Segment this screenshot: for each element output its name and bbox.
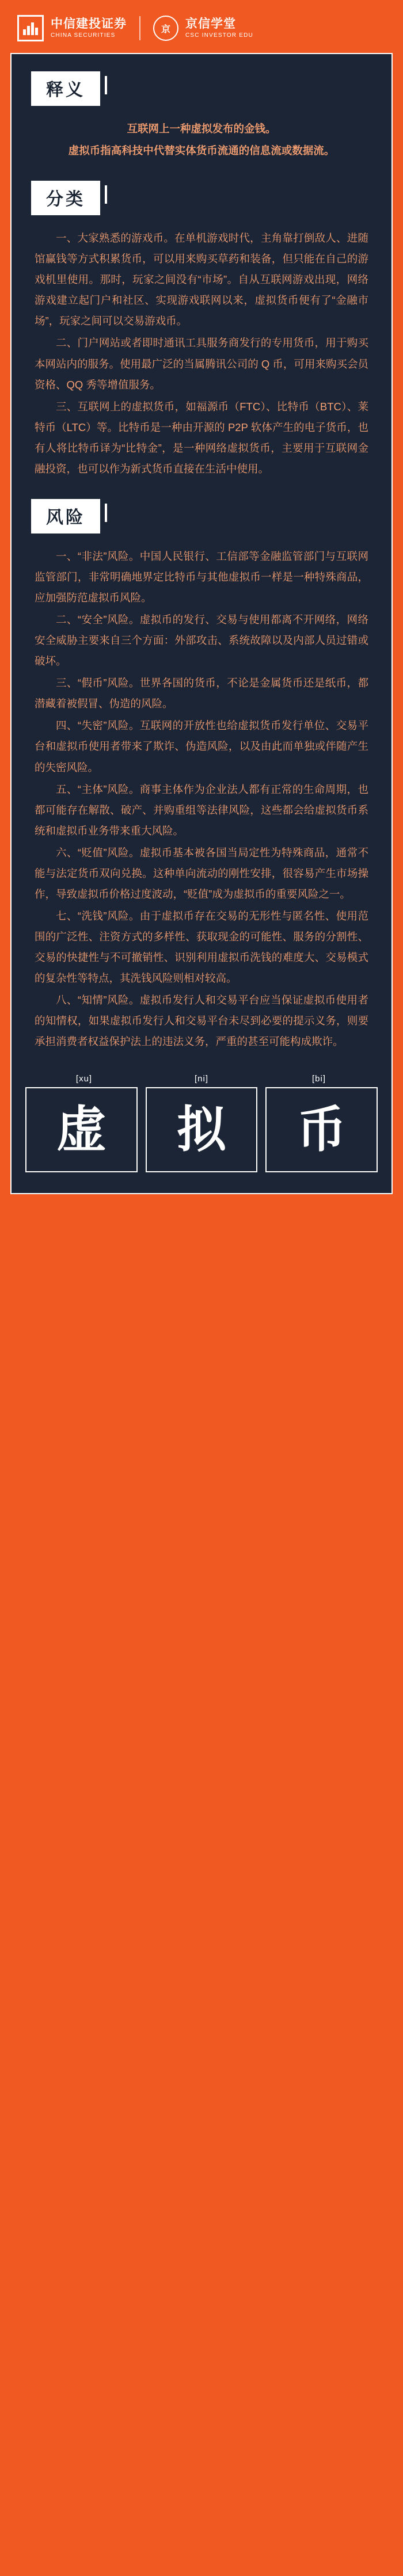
pinyin-ni: [ni] [194, 1074, 208, 1084]
paragraph: 互联网上一种虚拟发布的金钱。 [127, 123, 276, 135]
header-divider [139, 16, 140, 40]
paragraph: 五、“主体”风险。商事主体作为企业法人都有正常的生命周期，也都可能存在解散、破产、并购重组等法律风险，这些都会给虚拟货币系统和虚拟币业务带来重大风险。 [35, 783, 368, 837]
paragraph: 三、“假币”风险。世界各国的货币，不论是金属货币还是纸币，都潜藏着被假冒、伪造的风险。 [35, 677, 368, 710]
section-body-classification [12, 228, 391, 479]
section-title-definition: 释义 [31, 71, 100, 106]
brand2-name-en: CSC INVESTOR EDU [185, 32, 253, 39]
brand-china-securities [17, 15, 127, 41]
brand2-name-cn: 京信学堂 [185, 17, 236, 31]
page-header [0, 0, 403, 53]
paragraph: 四、“失密”风险。互联网的开放性也给虚拟货币发行单位、交易平台和虚拟币使用者带来了欺诈、伪造风险，以及由此而单独或伴随产生的失密风险。 [35, 719, 368, 773]
paragraph: 虚拟币指高科技中代替实体货币流通的信息流或数据流。 [68, 144, 335, 157]
big-character-row [25, 1087, 378, 1172]
pinyin-xu: [xu] [75, 1074, 93, 1084]
circle-badge-icon: 京 [153, 16, 178, 41]
pinyin-row [25, 1074, 378, 1084]
paragraph: 三、互联网上的虚拟货币，如福源币（FTC）、比特币（BTC）、莱特币（LTC）等。比特币是一种由开源的 P2P 软体产生的电子货币，也有人将比特币译为“比特金”，是一种网络虚拟货币，主要用于互联网金融投资，也可以作为新式货币直接在生活中使用。 [35, 400, 368, 475]
section-title-classification: 分类 [31, 181, 100, 215]
paragraph: 一、“非法”风险。中国人民银行、工信部等金融监管部门与互联网监管部门，非常明确地界定比特币与其他虚拟币一样是一种特殊商品，应加强防范虚拟币风险。 [35, 550, 368, 604]
chart-bars-icon [17, 15, 44, 41]
big-character-ni: 拟 [146, 1087, 258, 1172]
big-character-bi: 币 [265, 1087, 378, 1172]
content-card [10, 53, 393, 1194]
paragraph: 一、大家熟悉的游戏币。在单机游戏时代，主角靠打倒敌人、进随馆赢钱等方式积累货币，可以用来购买草药和装备，但只能在自己的游戏机里使用。那时，玩家之间没有“市场”。自从互联网游戏出现，网络游戏建立起门户和社区、实现游戏联网以来，虚拟货币便有了“金融市场”，玩家之间可以交易游戏币。 [35, 232, 368, 327]
paragraph: 二、门户网站或者即时通讯工具服务商发行的专用货币，用于购买本网站内的服务。使用最广泛的当属腾讯公司的 Q 币，可用来购买会员资格、QQ 秀等增值服务。 [35, 337, 368, 391]
section-body-risk [12, 546, 391, 1053]
paragraph: 二、“安全”风险。虚拟币的发行、交易与使用都离不开网络，网络安全威胁主要来自三个方面：外部攻击、系统故障以及内部人员过错或破坏。 [35, 613, 368, 668]
section-body-definition [12, 119, 391, 161]
paragraph: 七、“洗钱”风险。由于虚拟币存在交易的无形性与匿名性、使用范围的广泛性、注资方式的多样性、获取现金的可能性、服务的分割性、交易的快捷性与不可撤销性、识别利用虚拟币洗钱的难度大、交易模式的复杂性等特点，其洗钱风险则相对较高。 [35, 909, 368, 985]
pinyin-bi: [bi] [311, 1074, 326, 1084]
brand-name-en: CHINA SECURITIES [51, 32, 116, 39]
big-character-xu: 虚 [25, 1087, 138, 1172]
paragraph: 八、“知情”风险。虚拟币发行人和交易平台应当保证虚拟币使用者的知情权，如果虚拟币发行人和交易平台未尽到必要的提示义务，则要承担消费者权益保护法上的违法义务，严重的甚至可能构成欺诈。 [35, 994, 368, 1048]
section-title-risk: 风险 [31, 499, 100, 534]
paragraph: 六、“贬值”风险。虚拟币基本被各国当局定性为特殊商品，通常不能与法定货币双向兑换。这种单向流动的刚性安排，很容易产生市场操作，导致虚拟币价格过度波动，“贬值”成为虚拟币的重要风险之一。 [35, 846, 368, 900]
brand-csc-investor-edu [153, 16, 253, 41]
brand-name-cn: 中信建投证券 [51, 17, 127, 31]
